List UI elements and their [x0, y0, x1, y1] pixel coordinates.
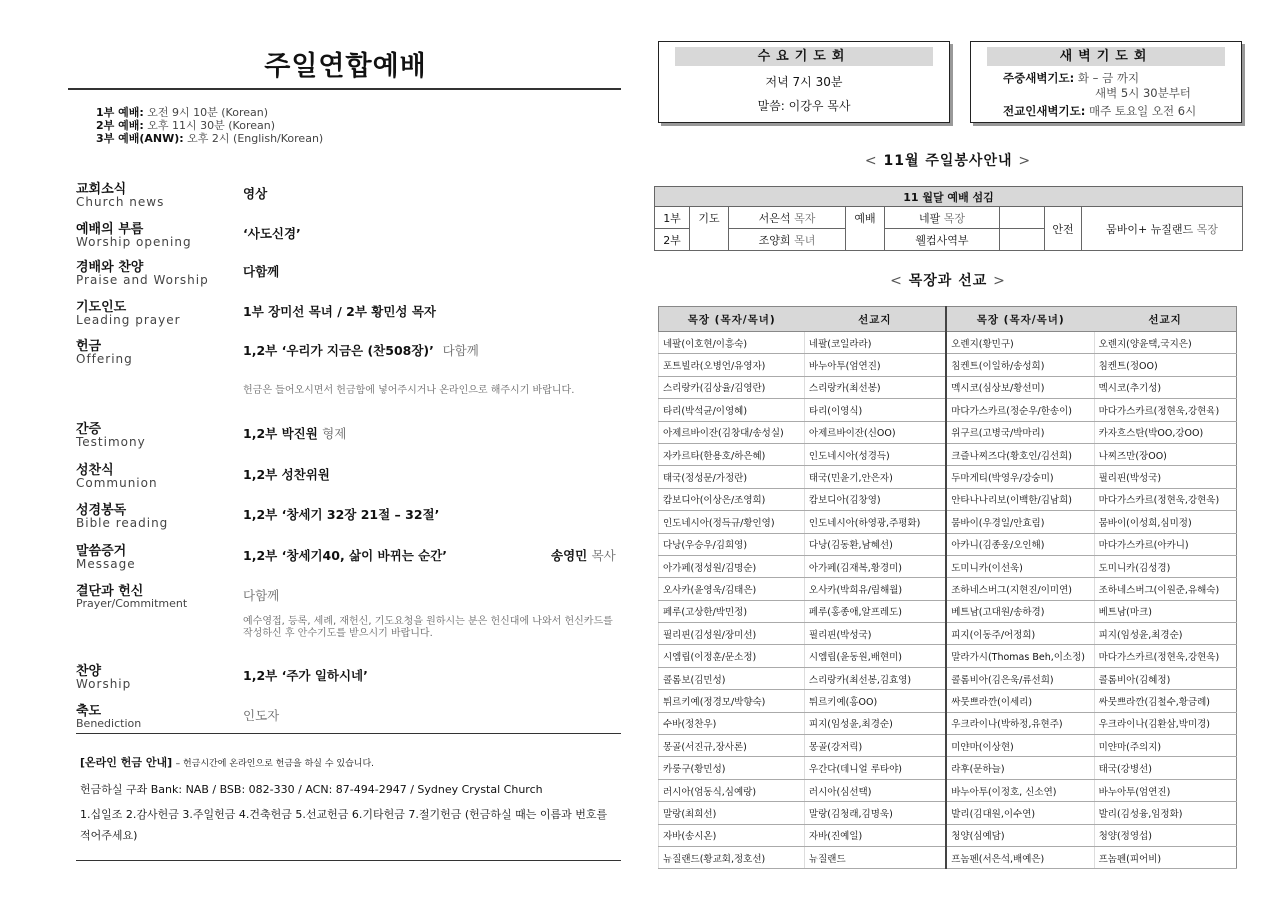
- mission-cell: 오렌지(황민구): [946, 332, 1094, 354]
- mission-cell: 프놈펜(피어비): [1094, 846, 1236, 868]
- mission-cell: 필리핀(박성국): [1094, 466, 1236, 488]
- table-row: [659, 578, 1237, 600]
- offering-note: 헌금은 들어오시면서 헌금함에 넣어주시거나 온라인으로 해주시기 바랍니다.: [243, 385, 575, 396]
- service-times: [96, 106, 323, 145]
- table-row: [659, 735, 1237, 757]
- mission-cell: 마다가스카르(정현욱,강현욱): [1094, 488, 1236, 510]
- mission-cell: 오사카(박희유/림해월): [804, 578, 946, 600]
- mission-cell: 싸뭇쁘라깐(김철수,황금례): [1094, 690, 1236, 712]
- mission-cell: 스리랑카(최선봉): [804, 376, 946, 398]
- mission-cell: 튀르키예(홍OO): [804, 690, 946, 712]
- mission-cell: 뭄바이(우경일/안효림): [946, 511, 1094, 533]
- volunteer-table-header: 11 월달 예배 섬김: [655, 187, 1243, 207]
- mission-cell: 러시아(엄동식,심예랑): [659, 779, 805, 801]
- table-row: [659, 443, 1237, 465]
- mission-cell: 말랑(김청래,김명욱): [804, 802, 946, 824]
- mission-cell: 발리(김대원,이수연): [946, 802, 1094, 824]
- online-offering-types: 1.십일조 2.감사헌금 3.주일헌금 4.건축헌금 5.선교헌금 6.기타헌금 7.절기헌금 (헌금하실 때는 이름과 번호를: [80, 808, 608, 821]
- mission-cell: 뭄바이(이성희,심미정): [1094, 511, 1236, 533]
- mission-cell: 페루(고상한/박민정): [659, 600, 805, 622]
- title-divider: [68, 88, 621, 90]
- mission-cell: 침켄트(정OO): [1094, 354, 1236, 376]
- commitment-note: 예수영접, 등록, 세례, 재헌신, 기도요청을 원하시는 분은 헌신대에 나와서 헌신카드를 작성하신 후 안수기도를 받으시기 바랍니다.: [243, 616, 613, 639]
- mission-cell: 필리핀(박성국): [804, 623, 946, 645]
- mission-cell: 캄보디아(이상은/조영희): [659, 488, 805, 510]
- mission-cell: 베트남(마크): [1094, 600, 1236, 622]
- online-bank-info: 헌금하실 구좌 Bank: NAB / BSB: 082-330 / ACN: 87-494-2947 / Sydney Crystal Church: [80, 783, 543, 796]
- mission-cell: 말랑(최희선): [659, 802, 805, 824]
- mission-cell: 태국(민윤기,안은자): [804, 466, 946, 488]
- mission-cell: 인도네시아(성경득): [804, 443, 946, 465]
- mission-cell: 네팔(이호현/이흥숙): [659, 332, 805, 354]
- table-row: [659, 802, 1237, 824]
- mission-cell: 피지(임성윤,최경순): [804, 712, 946, 734]
- table-row: [659, 376, 1237, 398]
- mission-cell: 조하네스버그(지현진/이미연): [946, 578, 1094, 600]
- wednesday-time: 저녁 7시 30분: [765, 75, 843, 89]
- volunteer-table: [654, 186, 1243, 251]
- mission-cell: 마다가스카르(정현욱,강현육): [1094, 399, 1236, 421]
- mission-cell: 시엠립(윤동원,배현미): [804, 645, 946, 667]
- mission-cell: 바누아투(엄연진): [1094, 779, 1236, 801]
- mission-cell: 러시아(심선택): [804, 779, 946, 801]
- mission-cell: 아카니(김종웅/오인해): [946, 533, 1094, 555]
- mission-title: < 목장과 선교 >: [890, 273, 1006, 289]
- table-row: [659, 421, 1237, 443]
- mission-cell: 마다가스카르(아카니): [1094, 533, 1236, 555]
- mission-header: 선교지: [804, 307, 946, 332]
- worship-order-section: 주일연합예배 1부 예배: 오전 9시 10분 (Korean) 2부 예배: 오후 11시 30분 (Korean) 3부 예배(ANW): 오후 2시 (English/Korean) 교회소식 Church news 영상 예배의 부름 Worship opening ‘사도신경’ 경배와 찬양 Praise and Worship 다함께 기도인도 Leading prayer 1부 장미선 목녀 / 2부 황민성 목자 헌금 Offering 1,2부 ‘우리가 지금은 (찬508장)’ 다함께 헌금은 들어오시면서 헌금함에 넣어주시거나 온라인으로 해주시기 바랍니다. 간증 Testimony 1,2부 박진원 형제 성찬식 Communion 1,2부 성찬위원 성경봉독 Bible reading 1,2부 ‘창세기 32장 21절 – 32절’ 말씀증거 Message 1,2부 ‘창세기40, 삶이 바뀌는 순간’ 송영민 목사 결단과 헌신 Prayer/Commitment 다함께 예수영접, 등록, 세례, 재헌신, 기도요청을 원하시는 분은 헌신대에 나와서 헌신카드를 작성하신 후 안수기도를 받으시기 바랍니다. 찬양 Worship 1,2부 ‘주가 일하시네’ 축도 Benediction 인도자 [온라인 헌금 안내] – 헌금시간에 온라인으로 헌금을 하실 수 있습니다. 헌금하실 구좌 Bank: NAB / BSB: 082-330 / ACN: 87-494-2947 / Sydney Crystal Church 1.십일조 2.감사헌금 3.주일헌금 4.건축헌금 5.선교헌금 6.기타헌금 7.절기헌금 (헌금하실 때는 이름과 번호를 적어주세요): [68, 0, 623, 905]
- wednesday-speaker: 말씀: 이강우 목사: [757, 99, 851, 113]
- table-row: 1부 기도 서은석 목자 예배 네팔 목장 안전 뭄바이+ 뉴질랜드 목장: [655, 207, 1243, 229]
- mission-cell: 침켄트(이일하/송성희): [946, 354, 1094, 376]
- table-row: [659, 332, 1237, 354]
- mission-cell: 미얀마(이상현): [946, 735, 1094, 757]
- mission-cell: 아제르바이잔(신OO): [804, 421, 946, 443]
- mission-cell: 미얀마(주의지): [1094, 735, 1236, 757]
- table-row: [659, 779, 1237, 801]
- mission-cell: 자바(진예일): [804, 824, 946, 846]
- dawn-all: 전교인새벽기도: 매주 토요일 오전 6시: [1003, 104, 1197, 118]
- message-speaker: 송영민 목사: [551, 548, 616, 563]
- table-row: [659, 645, 1237, 667]
- service-time-2: 2부 예배: 오후 11시 30분 (Korean): [96, 119, 275, 132]
- mission-cell: 피지(임성윤,최경순): [1094, 623, 1236, 645]
- dawn-weekday: 주중새벽기도: 화 – 금 까지: [1003, 71, 1140, 85]
- mission-cell: 페루(홍종애,알프레도): [804, 600, 946, 622]
- mission-cell: 시엠립(이정훈/문소정): [659, 645, 805, 667]
- mission-cell: 태국(강병선): [1094, 757, 1236, 779]
- service-time-3: 3부 예배(ANW): 오후 2시 (English/Korean): [96, 132, 324, 145]
- mission-cell: 조하네스버그(이원준,유해숙): [1094, 578, 1236, 600]
- table-row: [659, 555, 1237, 577]
- page-title: 주일연합예배: [264, 51, 427, 82]
- mission-cell: 인도네시아(정득규/황인영): [659, 511, 805, 533]
- mission-table: [658, 306, 1237, 869]
- mission-cell: 우간다(데니얼 루타야): [804, 757, 946, 779]
- table-row: [659, 667, 1237, 689]
- mission-cell: 청양(정영섭): [1094, 824, 1236, 846]
- mission-cell: 오사카(윤영욱/김태은): [659, 578, 805, 600]
- mission-cell: 우크라이나(김환삼,박미경): [1094, 712, 1236, 734]
- mission-cell: 위구르(고병국/박마리): [946, 421, 1094, 443]
- mission-cell: 스리랑카(김상율/김영란): [659, 376, 805, 398]
- mission-cell: 프놈펜(서은석,배예은): [946, 846, 1094, 868]
- mission-cell: 크즐나찌즈다(황호인/김선희): [946, 443, 1094, 465]
- mission-cell: 필리핀(김성원/장미선): [659, 623, 805, 645]
- mission-cell: 뉴질랜드(황교회,정호선): [659, 846, 805, 868]
- table-row: [659, 466, 1237, 488]
- mission-cell: 피지(이동주/어정희): [946, 623, 1094, 645]
- table-row: [659, 623, 1237, 645]
- mission-cell: 발리(김성융,임정화): [1094, 802, 1236, 824]
- mission-cell: 안타나나리보(이백한/김남희): [946, 488, 1094, 510]
- mission-cell: 멕시코(심상보/황선미): [946, 376, 1094, 398]
- table-row: [659, 712, 1237, 734]
- mission-header: 목장 (목자/목녀): [659, 307, 805, 332]
- mission-cell: 캄보디아(김창영): [804, 488, 946, 510]
- table-row: [659, 354, 1237, 376]
- mission-cell: 마다가스카르(정현욱,강현욱): [1094, 645, 1236, 667]
- mission-cell: 카자흐스탄(박OO,강OO): [1094, 421, 1236, 443]
- mission-cell: 몽골(강저릭): [804, 735, 946, 757]
- mission-cell: 싸뭇쁘라깐(이세리): [946, 690, 1094, 712]
- schedule-section: [652, 0, 1244, 905]
- mission-cell: 아가페(정성원/김명순): [659, 555, 805, 577]
- mission-cell: 카룽구(황민성): [659, 757, 805, 779]
- mission-cell: 우크라이나(박하정,유현주): [946, 712, 1094, 734]
- table-row: [659, 533, 1237, 555]
- mission-cell: 도미니카(이선욱): [946, 555, 1094, 577]
- online-divider-top: [76, 733, 621, 734]
- table-row: [659, 488, 1237, 510]
- mission-cell: 오렌지(양윤택,국지은): [1094, 332, 1236, 354]
- mission-cell: 마다가스카르(정순우/한송이): [946, 399, 1094, 421]
- mission-header: 선교지: [1094, 307, 1236, 332]
- service-time-1: 1부 예배: 오전 9시 10분 (Korean): [96, 106, 268, 119]
- mission-cell: 인도네시아(하영광,주평화): [804, 511, 946, 533]
- mission-cell: 라후(문하늘): [946, 757, 1094, 779]
- mission-cell: 두마게티(박영우/강숭미): [946, 466, 1094, 488]
- mission-cell: 뉴질랜드: [804, 846, 946, 868]
- table-row: [659, 757, 1237, 779]
- mission-header: 목장 (목자/목녀): [946, 307, 1094, 332]
- wednesday-prayer-box: [658, 41, 950, 123]
- mission-cell: 타리(박석균/이영혜): [659, 399, 805, 421]
- mission-cell: 콜롬비아(김은욱/류선희): [946, 667, 1094, 689]
- mission-cell: 베트남(고대원/송하경): [946, 600, 1094, 622]
- online-offering-types-cont: 적어주세요): [80, 829, 138, 842]
- mission-cell: 아제르바이잔(김창대/송성실): [659, 421, 805, 443]
- dawn-heading: 새벽기도회: [987, 47, 1225, 66]
- mission-cell: 바누아투(엄연진): [804, 354, 946, 376]
- online-heading: [온라인 헌금 안내] – 헌금시간에 온라인으로 헌금을 하실 수 있습니다.: [80, 756, 375, 769]
- table-row: [659, 846, 1237, 868]
- wednesday-heading: 수요기도회: [675, 47, 933, 66]
- mission-cell: 바누아투(이정호, 신소연): [946, 779, 1094, 801]
- mission-cell: 콜롬비아(김혜정): [1094, 667, 1236, 689]
- table-row: [659, 690, 1237, 712]
- dawn-prayer-box: 새벽기도회 주중새벽기도: 화 – 금 까지 새벽 5시 30분부터 전교인새벽기도: 매주 토요일 오전 6시: [970, 41, 1242, 123]
- mission-cell: 자카르타(한용호/하은혜): [659, 443, 805, 465]
- mission-cell: 튀르키예(정경모/박향숙): [659, 690, 805, 712]
- mission-cell: 자바(송시온): [659, 824, 805, 846]
- mission-cell: 다낭(우승우/김희영): [659, 533, 805, 555]
- mission-cell: 도미니카(김성경): [1094, 555, 1236, 577]
- mission-cell: 다낭(김동환,남혜선): [804, 533, 946, 555]
- table-row: [659, 824, 1237, 846]
- mission-cell: 네팔(코일라라): [804, 332, 946, 354]
- mission-cell: 콜롬보(김민성): [659, 667, 805, 689]
- mission-cell: 포트빌라(오병언/유영자): [659, 354, 805, 376]
- mission-cell: 수바(정찬우): [659, 712, 805, 734]
- mission-cell: 아가페(김재복,황경미): [804, 555, 946, 577]
- table-row: [659, 399, 1237, 421]
- table-row: 2부 조양희 목녀 웰컴사역부: [655, 229, 1243, 251]
- mission-cell: 멕시코(추기성): [1094, 376, 1236, 398]
- volunteer-title: < 11월 주일봉사안내 >: [864, 153, 1032, 169]
- mission-cell: 스리랑카(최선봉,김효영): [804, 667, 946, 689]
- mission-cell: 나찌즈만(장OO): [1094, 443, 1236, 465]
- mission-cell: 태국(정성문/가정란): [659, 466, 805, 488]
- table-row: [659, 511, 1237, 533]
- online-divider-bottom: [76, 860, 621, 861]
- mission-cell: 몽골(서진규,장사론): [659, 735, 805, 757]
- mission-cell: 말라가시(Thomas Beh,이소정): [946, 645, 1094, 667]
- mission-cell: 타리(이영식): [804, 399, 946, 421]
- mission-cell: 청양(심예담): [946, 824, 1094, 846]
- table-row: [659, 600, 1237, 622]
